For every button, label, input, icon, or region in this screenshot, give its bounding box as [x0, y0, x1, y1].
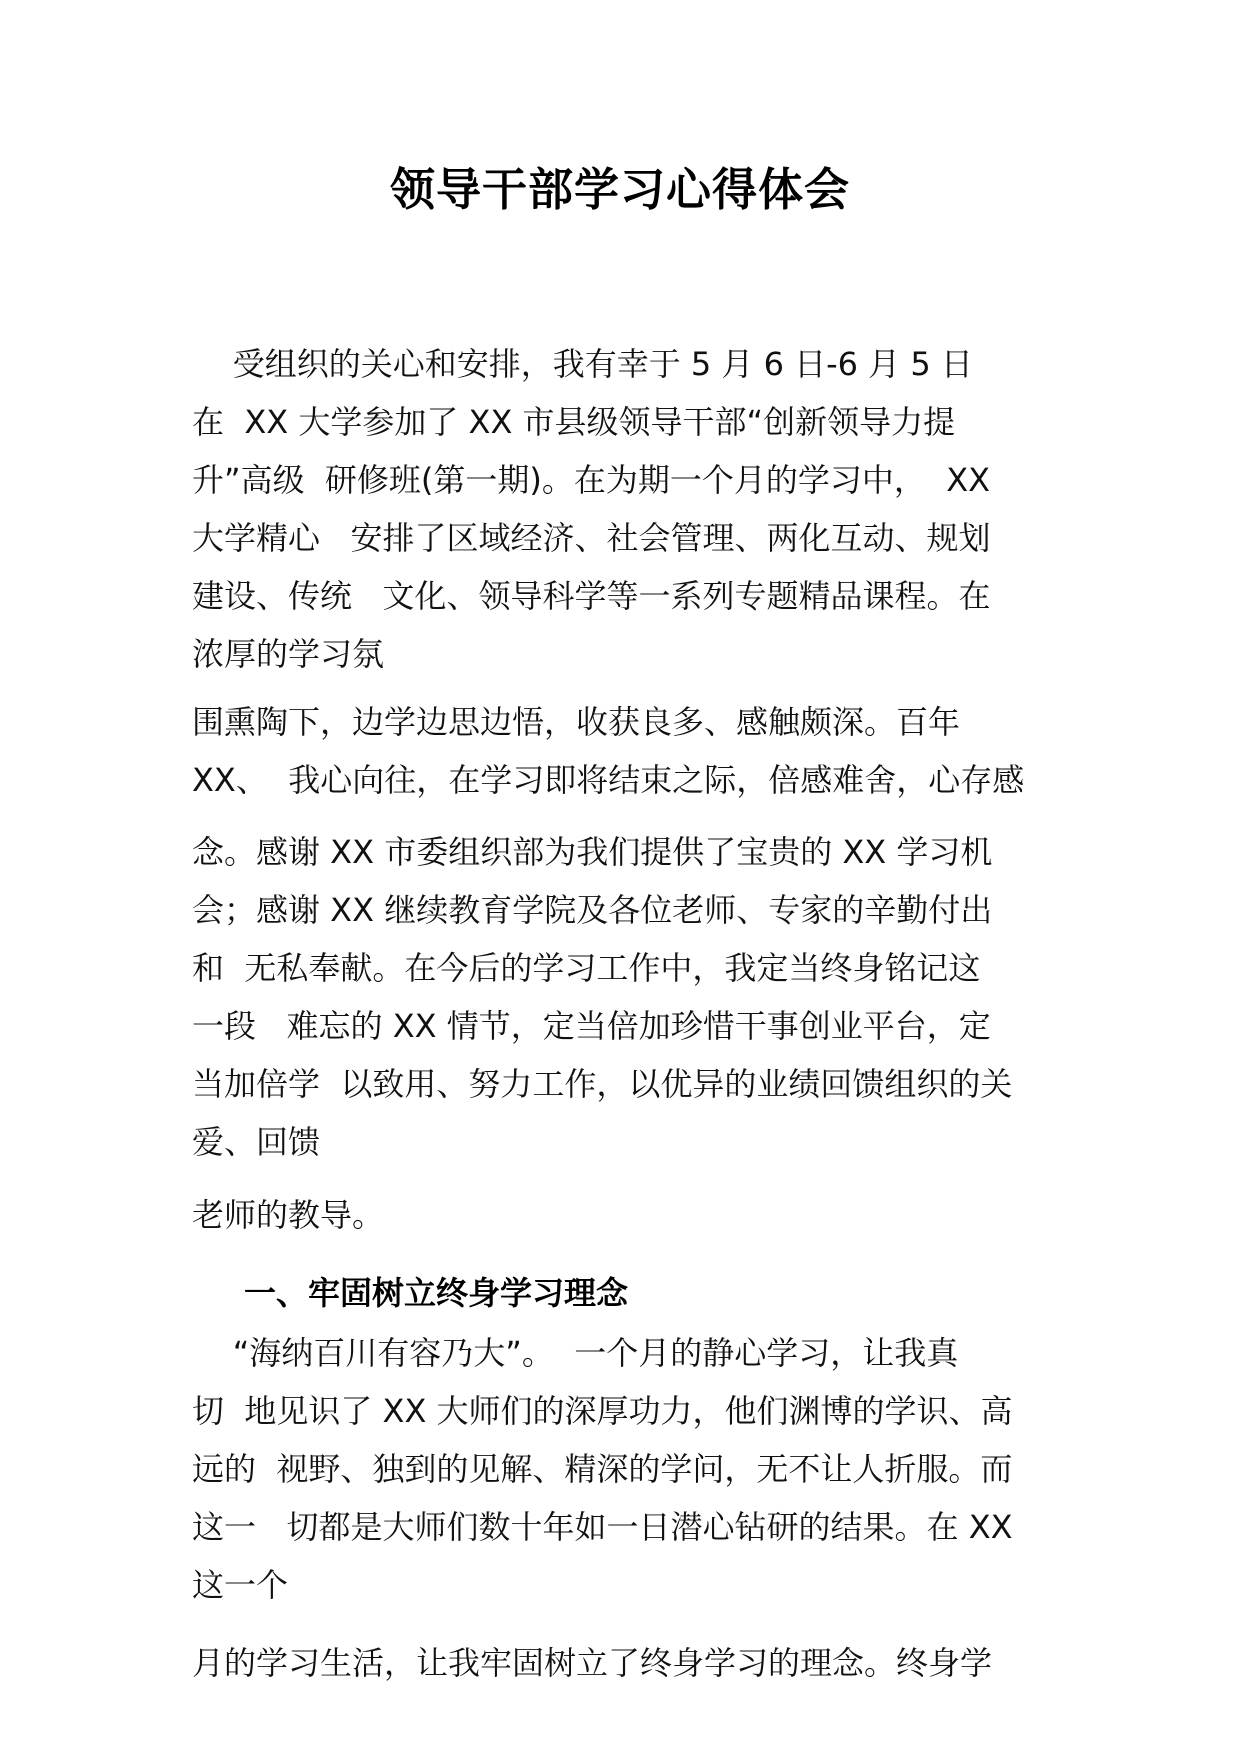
text-line: 当加倍学 以致用、努力工作，以优异的业绩回馈组织的关 [192, 1065, 1013, 1103]
text-line: 浓厚的学习氛 [192, 635, 385, 673]
text-line: 这一个 [192, 1566, 289, 1604]
text-line: 月的学习生活，让我牢固树立了终身学习的理念。终身学 [192, 1644, 993, 1682]
text-line: 在 XX 大学参加了 XX 市县级领导干部“创新领导力提 [192, 403, 956, 441]
text-line: 和 无私奉献。在今后的学习工作中，我定当终身铭记这 [192, 949, 981, 987]
text-line: “海纳百川有容乃大”。 一个月的静心学习，让我真 [192, 1334, 959, 1372]
text-line: 围熏陶下，边学边思边悟，收获良多、感触颇深。百年 [192, 703, 961, 741]
text-line: 远的 视野、独到的见解、精深的学问，无不让人折服。而 [192, 1450, 1013, 1488]
text-line: 受组织的关心和安排，我有幸于 5 月 6 日-6 月 5 日 [192, 345, 973, 383]
text-line: 会；感谢 XX 继续教育学院及各位老师、专家的辛勤付出 [192, 891, 993, 929]
text-line: 念。感谢 XX 市委组织部为我们提供了宝贵的 XX 学习机 [192, 833, 993, 871]
text-line: 爱、回馈 [192, 1123, 321, 1161]
text-line: 升”高级 研修班(第一期)。在为期一个月的学习中， XX [192, 461, 991, 499]
text-line: 这一 切都是大师们数十年如一日潜心钻研的结果。在 XX [192, 1508, 1013, 1546]
text-line: 一段 难忘的 XX 情节，定当倍加珍惜干事创业平台，定 [192, 1007, 991, 1045]
text-line: XX、 我心向往，在学习即将结束之际，倍感难舍，心存感 [192, 761, 1025, 799]
text-line: 老师的教导。 [192, 1196, 385, 1234]
text-line: 大学精心 安排了区域经济、社会管理、两化互动、规划 [192, 519, 991, 557]
section-heading: 一、牢固树立终身学习理念 [244, 1274, 629, 1312]
text-line: 切 地见识了 XX 大师们的深厚功力，他们渊博的学识、高 [192, 1392, 1013, 1430]
text-line: 建设、传统 文化、领导科学等一系列专题精品课程。在 [192, 577, 991, 615]
document-title: 领导干部学习心得体会 [389, 163, 850, 216]
